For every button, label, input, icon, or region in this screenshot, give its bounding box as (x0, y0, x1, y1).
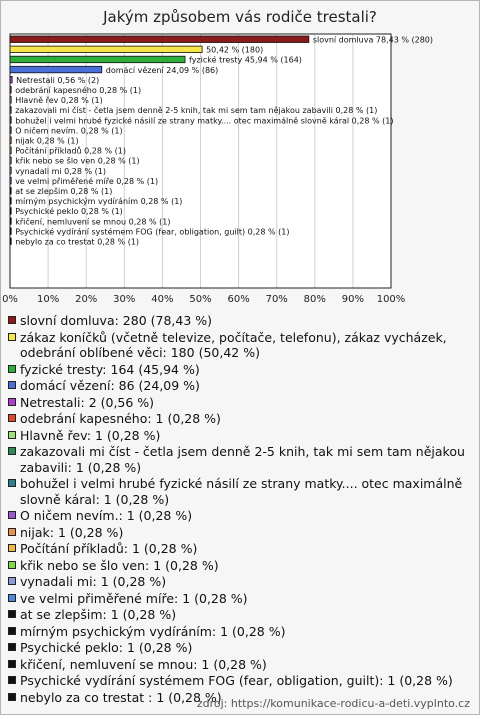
bar-label: Hlavně řev 0,28 % (1) (15, 96, 103, 106)
x-tick-label: 50% (189, 294, 212, 305)
legend-swatch (8, 398, 16, 406)
legend-label: vynadali mi: 1 (0,28 %) (20, 574, 167, 589)
legend-label: fyzické tresty: 164 (45,94 %) (20, 361, 200, 377)
x-tick-label: 10% (36, 294, 60, 305)
legend-swatch (8, 414, 16, 422)
bar-label: Netrestali 0,56 % (2) (16, 75, 100, 85)
legend-swatch (8, 365, 16, 373)
legend-item (8, 411, 476, 427)
legend-item (8, 330, 476, 361)
bar-chart (0, 0, 480, 310)
legend-label: domácí vězení: 86 (24,09 %) (20, 378, 200, 393)
legend-label: O ničem nevím.: 1 (0,28 %) (20, 508, 193, 523)
bar (10, 177, 11, 184)
legend-swatch (8, 381, 16, 389)
legend-label: křik nebo se šlo ven: 1 (0,28 %) (20, 557, 219, 573)
legend-item (8, 378, 476, 394)
bar-label: vynadali mi 0,28 % (1) (15, 166, 107, 176)
legend-item (8, 657, 476, 673)
legend-item (8, 574, 476, 590)
legend-label: křičení, nemluvení se mnou: 1 (0,28 %) (20, 656, 267, 672)
legend-swatch (8, 561, 16, 569)
bar-label: 50,42 % (180) (206, 45, 264, 55)
bar (10, 117, 11, 124)
legend-swatch (8, 316, 16, 324)
legend-swatch (8, 676, 16, 684)
legend-swatch (8, 594, 16, 602)
bar-label: křik nebo se šlo ven 0,28 % (1) (15, 156, 140, 166)
x-tick-label: 100% (376, 294, 406, 305)
legend-label: zákaz koníčků (včetně televize, počítače, telefonu), zákaz vycházek, odebrání oblíbené věci: 180 (50,42 %) (20, 329, 447, 360)
bar (10, 238, 11, 245)
legend-swatch (8, 643, 16, 651)
bar (10, 66, 102, 73)
bar (10, 137, 11, 144)
chart-title: Jakým způsobem vás rodiče trestali? (103, 8, 377, 26)
bar (10, 107, 11, 114)
bar (10, 36, 309, 43)
legend-item (8, 624, 476, 640)
legend-swatch (8, 577, 16, 585)
legend-label: Netrestali: 2 (0,56 %) (20, 394, 155, 410)
legend-label: Psychické vydírání systémem FOG (fear, obligation, guilt): 1 (0,28 %) (20, 673, 453, 688)
bar-label: domácí vězení 24,09 % (86) (105, 65, 219, 75)
bar (10, 56, 185, 63)
legend-swatch (8, 544, 16, 552)
bar-label: slovní domluva 78,43 % (280) (312, 35, 434, 45)
legend-label: slovní domluva: 280 (78,43 %) (20, 313, 213, 328)
legend-label: at se zlepšim: 1 (0,28 %) (20, 607, 177, 622)
bar (10, 218, 11, 225)
legend-label: mírným psychickým vydíráním: 1 (0,28 %) (20, 623, 286, 639)
bar-label: nijak 0,28 % (1) (15, 136, 79, 146)
bar (10, 208, 11, 215)
bar (10, 167, 11, 174)
bar-label: Počítání příkladů 0,28 % (1) (15, 146, 127, 156)
legend-label: ve velmi přiměřené míře: 1 (0,28 %) (20, 590, 248, 606)
legend-swatch (8, 511, 16, 519)
bar-label: bohužel i velmi hrubé fyzické násilí ze strany matky.... otec maximálně slovně káral 0,28 % (1) (15, 116, 394, 126)
bar-label: odebrání kapesného 0,28 % (1) (15, 86, 142, 95)
legend-swatch (8, 333, 16, 341)
bar-label: Psychické vydírání systémem FOG (fear, obligation, guilt) 0,28 % (1) (15, 227, 290, 237)
legend-label: nijak: 1 (0,28 %) (20, 524, 124, 540)
bar-label: at se zlepšim 0,28 % (1) (15, 187, 113, 196)
legend-item (8, 607, 476, 623)
legend-item (8, 591, 476, 607)
legend-swatch (8, 479, 16, 487)
legend-item (8, 508, 476, 524)
x-tick-label: 20% (75, 294, 98, 305)
legend-label: Psychické peklo: 1 (0,28 %) (20, 640, 193, 655)
bar (10, 147, 11, 154)
x-tick-label: 90% (341, 294, 365, 305)
bar (10, 76, 12, 83)
x-tick-label: 60% (227, 294, 250, 305)
legend-item (8, 395, 476, 411)
legend-label: Hlavně řev: 1 (0,28 %) (20, 427, 161, 443)
legend-item (8, 476, 476, 507)
legend-item (8, 444, 476, 475)
legend-swatch (8, 693, 16, 701)
legend-swatch (8, 528, 16, 536)
legend-item (8, 525, 476, 541)
legend-item (8, 362, 476, 378)
bar (10, 157, 11, 164)
bar-label: zakazovali mi číst - četla jsem denně 2-5 knih, tak mi sem tam nějakou zabavili 0,28 % (1) (15, 106, 378, 116)
x-tick-label: 80% (303, 294, 326, 305)
legend-swatch (8, 431, 16, 439)
legend-item (8, 673, 476, 689)
legend-item (8, 558, 476, 574)
bar (10, 87, 11, 94)
bar-label: O ničem nevím. 0,28 % (1) (15, 126, 123, 136)
bar-label: nebylo za co trestat 0,28 % (1) (15, 237, 140, 247)
bar (10, 127, 11, 133)
bar (10, 198, 11, 205)
x-tick-label: 30% (113, 294, 136, 305)
legend-label: zakazovali mi číst - četla jsem denně 2-5 knih, tak mi sem tam nějakou zabavili: 1 (0,28 %) (20, 444, 465, 475)
legend-swatch (8, 610, 16, 618)
legend-item (8, 541, 476, 557)
bar (10, 46, 202, 53)
legend-item (8, 313, 476, 329)
legend-label: Počítání příkladů: 1 (0,28 %) (20, 541, 198, 556)
x-tick-label: 40% (151, 294, 174, 305)
bar-label: mírným psychickým vydíráním 0,28 % (1) (15, 197, 183, 207)
bar-label: křičení, nemluvení se mnou 0,28 % (1) (15, 217, 171, 227)
legend-label: bohužel i velmi hrubé fyzické násilí ze strany matky.... otec maximálně slovně káral: 1 (0,28 %) (20, 476, 463, 507)
legend-swatch (8, 660, 16, 668)
source-credit: zdroj: https://komunikace-rodicu-a-deti.vyplnto.cz (196, 697, 470, 710)
legend-label: odebrání kapesného: 1 (0,28 %) (20, 411, 221, 426)
legend-swatch (8, 627, 16, 635)
bar (10, 188, 11, 195)
legend (8, 313, 476, 706)
legend-label: nebylo za co trestat : 1 (0,28 %) (20, 689, 222, 705)
x-tick-label: 70% (265, 294, 288, 305)
bar-label: fyzické tresty 45,94 % (164) (189, 55, 302, 65)
legend-item (8, 640, 476, 656)
bar (10, 97, 11, 104)
bar-label: ve velmi přiměřené míře 0,28 % (1) (15, 176, 159, 186)
legend-item (8, 428, 476, 444)
legend-swatch (8, 447, 16, 455)
x-tick-label: 0% (2, 294, 18, 305)
bar (10, 228, 11, 235)
bar-label: Psychické peklo 0,28 % (1) (15, 207, 123, 217)
